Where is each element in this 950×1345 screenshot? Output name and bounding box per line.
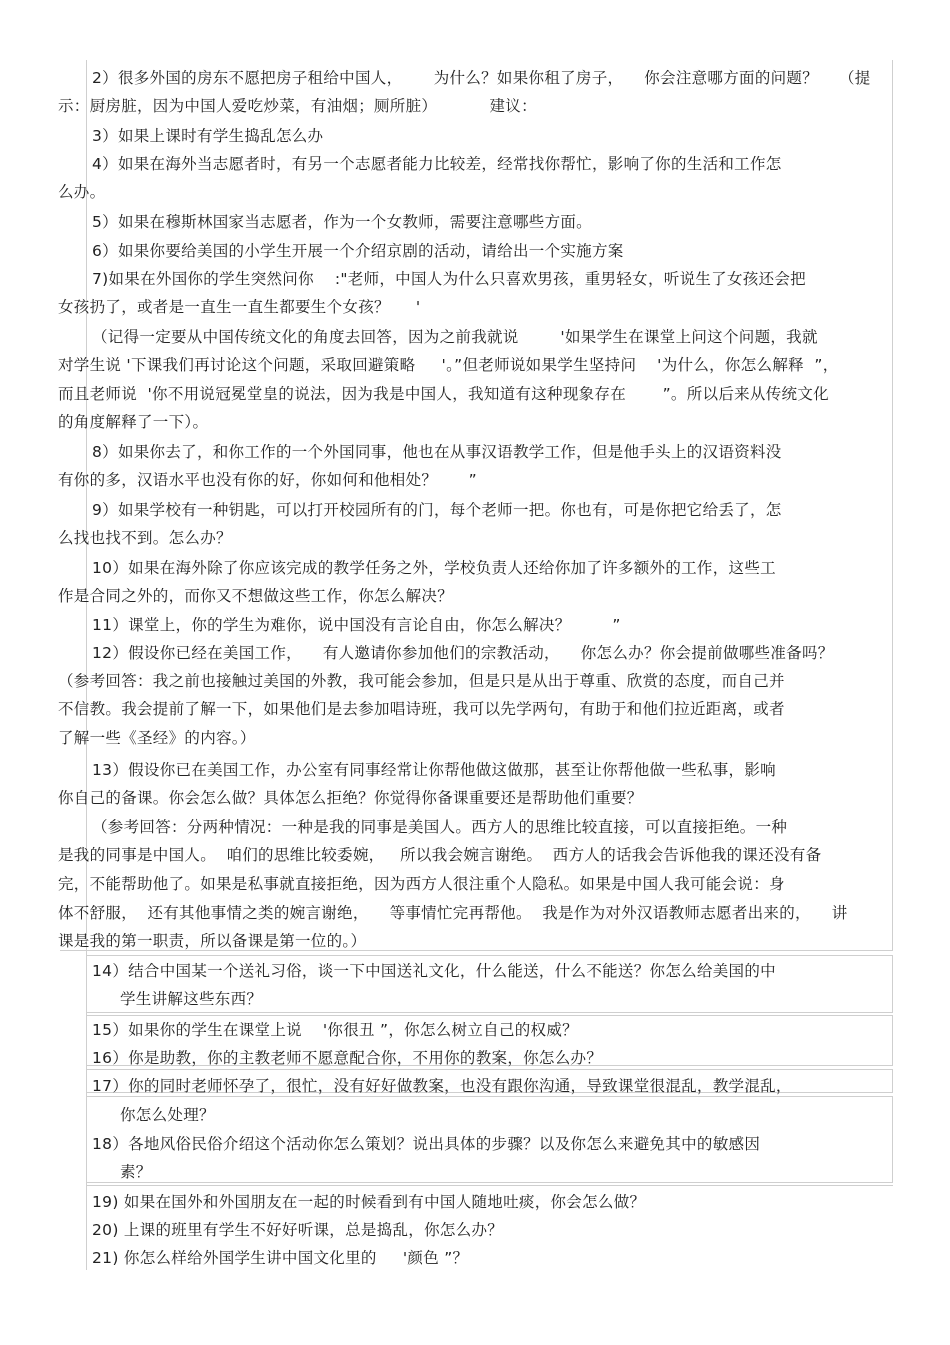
question-9-line-2: 么找也找不到。怎么办？ <box>58 529 232 547</box>
question-20: 20) 上课的班里有学生不好好听课，总是捣乱，你怎么办？ <box>92 1221 504 1239</box>
right-frame-line <box>892 60 893 950</box>
question-13-note-5: 课是我的第一职责，所以备课是第一位的。） <box>58 932 367 950</box>
question-8-line-1: 8）如果你去了，和你工作的一个外国同事，他也在从事汉语教学工作，但是他手头上的汉语资料没 <box>92 443 782 461</box>
question-13-line-2: 你自己的备课。你会怎么做？具体怎么拒绝？你觉得你备课重要还是帮助他们重要？ <box>58 789 643 807</box>
question-2-line-2: 示：厨房脏，因为中国人爱吃炒菜，有油烟；厕所脏） 建议： <box>58 97 537 115</box>
question-12-line-1: 12）假设你已经在美国工作， 有人邀请你参加他们的宗教活动， 你怎么办？你会提前做哪些准备吗？ <box>92 644 834 662</box>
question-7-line-2: 女孩扔了，或者是一直生一直生都要生个女孩？ ' <box>58 298 421 316</box>
question-18-line-2: 素？ <box>120 1163 152 1181</box>
question-10-line-1: 10）如果在海外除了你应该完成的教学任务之外，学校负责人还给你加了许多额外的工作，这些工 <box>92 559 776 577</box>
question-21: 21) 你怎么样给外国学生讲中国文化里的 '颜色 ”？ <box>92 1249 469 1267</box>
question-6: 6）如果你要给美国的小学生开展一个介绍京剧的活动，请给出一个实施方案 <box>92 242 624 260</box>
question-7-note-1: （记得一定要从中国传统文化的角度去回答，因为之前我就说 '如果学生在课堂上问这个问题，我就 <box>92 328 818 346</box>
question-12-note-2: 不信教。我会提前了解一下，如果他们是去参加唱诗班，我可以先学两句，有助于和他们拉近距离，或者 <box>58 700 785 718</box>
question-7-note-3: 而且老师说 '你不用说冠冕堂皇的说法，因为我是中国人，我知道有这种现象存在 ”。所以后来从传统文化 <box>58 385 829 403</box>
frame-divider-19 <box>86 1185 893 1186</box>
question-19: 19) 如果在国外和外国朋友在一起的时候看到有中国人随地吐痰，你会怎么做？ <box>92 1193 646 1211</box>
question-8-line-2: 有你的多，汉语水平也没有你的好，你如何和他相处？ ” <box>58 471 477 489</box>
question-13-note-2: 是我的同事是中国人。 咱们的思维比较委婉， 所以我会婉言谢绝。 西方人的话我会告诉他我的课还没有备 <box>58 846 822 864</box>
question-3: 3）如果上课时有学生捣乱怎么办 <box>92 127 324 145</box>
question-13-line-1: 13）假设你已在美国工作，办公室有同事经常让你帮他做这做那，甚至让你帮他做一些私事，影响 <box>92 761 776 779</box>
question-18-line-1: 18）各地风俗民俗介绍这个活动你怎么策划？说出具体的步骤？以及你怎么来避免其中的敏感因 <box>92 1135 761 1153</box>
question-7-note-4: 的角度解释了一下）。 <box>58 413 209 431</box>
question-13-note-1: （参考回答：分两种情况：一种是我的同事是美国人。西方人的思维比较直接，可以直接拒绝。一种 <box>92 818 788 836</box>
question-14-line-2: 学生讲解这些东西？ <box>120 990 263 1008</box>
question-14-line-1: 14）结合中国某一个送礼习俗，谈一下中国送礼文化，什么能送，什么不能送？你怎么给美国的中 <box>92 962 776 980</box>
question-5: 5）如果在穆斯林国家当志愿者，作为一个女教师，需要注意哪些方面。 <box>92 213 592 231</box>
question-7-note-2: 对学生说 '下课我们再讨论这个问题，采取回避策略 '。”但老师说如果学生坚持问 '为什么，你怎么解释 ”， <box>58 356 839 374</box>
question-10-line-2: 作是合同之外的，而你又不想做这些工作，你怎么解决？ <box>58 587 454 605</box>
question-9-line-1: 9）如果学校有一种钥匙，可以打开校园所有的门，每个老师一把。你也有，可是你把它给丢了，怎 <box>92 501 782 519</box>
question-17-line-1: 17）你的同时老师怀孕了，很忙，没有好好做教案，也没有跟你沟通，导致课堂很混乱，教学混乱， <box>92 1077 792 1095</box>
question-12-note-3: 了解一些《圣经》的内容。） <box>58 729 256 747</box>
question-4-line-1: 4）如果在海外当志愿者时，有另一个志愿者能力比较差，经常找你帮忙，影响了你的生活和工作怎 <box>92 155 782 173</box>
question-13-note-4: 体不舒服， 还有其他事情之类的婉言谢绝， 等事情忙完再帮他。 我是作为对外汉语教师志愿者出来的， 讲 <box>58 904 848 922</box>
question-11: 11）课堂上，你的学生为难你，说中国没有言论自由，你怎么解决？ ” <box>92 616 621 634</box>
question-2-line-1: 2）很多外国的房东不愿把房子租给中国人， 为什么？如果你租了房子， 你会注意哪方面的问题？ （提 <box>92 69 871 87</box>
question-13-note-3: 完，不能帮助他了。如果是私事就直接拒绝，因为西方人很注重个人隐私。如果是中国人我可能会说：身 <box>58 875 785 893</box>
question-7-line-1: 7)如果在外国你的学生突然问你 :"老师，中国人为什么只喜欢男孩，重男轻女，听说生了女孩还会把 <box>92 270 806 288</box>
question-17-line-2: 你怎么处理？ <box>120 1106 215 1124</box>
question-16: 16）你是助教，你的主教老师不愿意配合你，不用你的教案，你怎么办？ <box>92 1049 603 1067</box>
question-4-line-2: 么办。 <box>58 183 106 201</box>
question-12-note-1: （参考回答：我之前也接触过美国的外教，我可能会参加，但是只是从出于尊重、欣赏的态度，而自己并 <box>58 672 785 690</box>
question-15: 15）如果你的学生在课堂上说 '你很丑 ”，你怎么树立自己的权威？ <box>92 1021 578 1039</box>
